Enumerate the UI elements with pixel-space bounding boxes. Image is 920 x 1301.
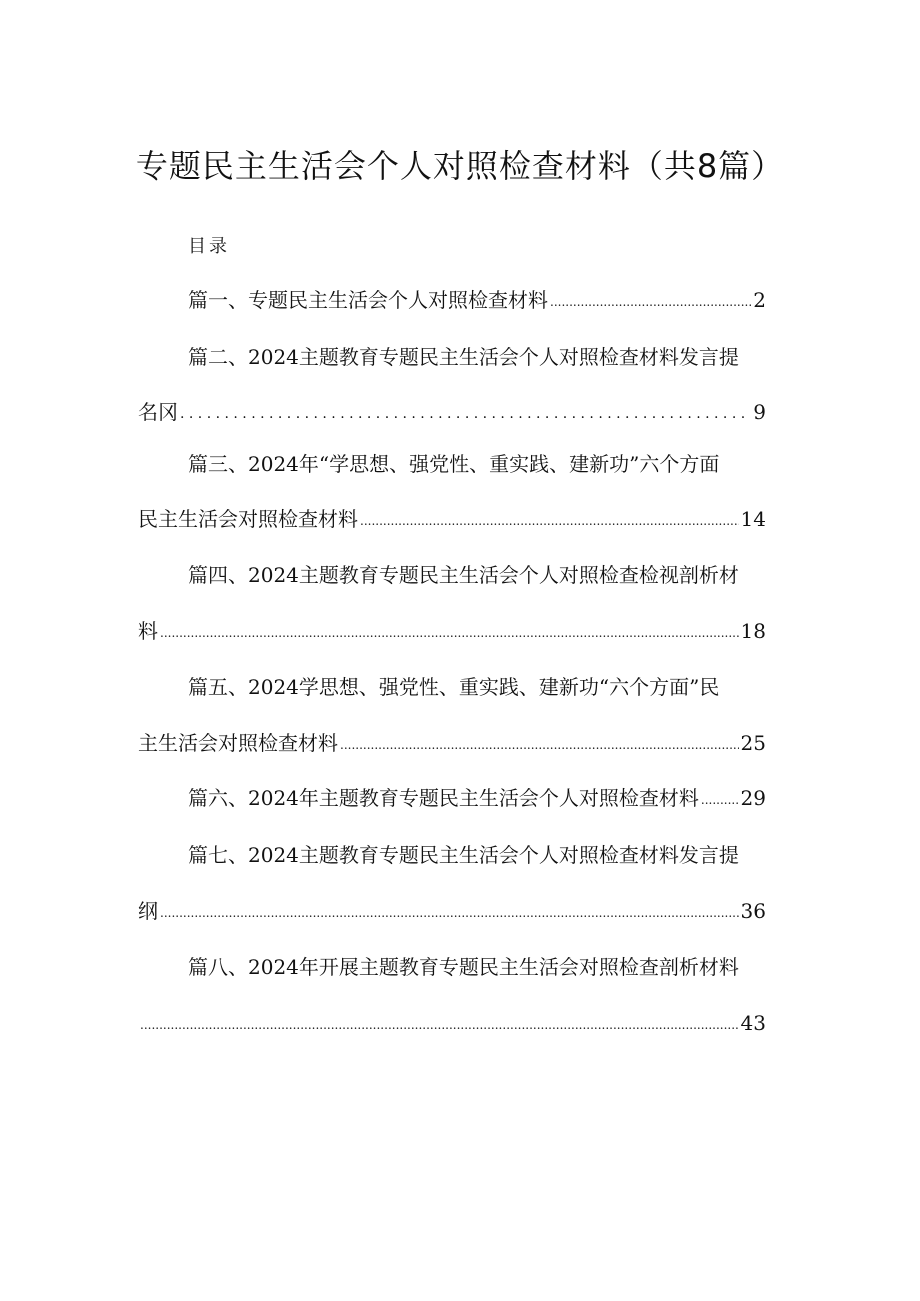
toc-leader-dots [160, 618, 739, 648]
toc-entry-text: 料 [138, 619, 158, 643]
toc-entry-3-line-1[interactable] [188, 449, 766, 479]
toc-page-number: 43 [740, 1011, 766, 1035]
toc-entry-text: 主生活会对照检查材料 [138, 731, 338, 755]
toc-entry-3-line-2[interactable] [138, 504, 766, 537]
toc-leader-dots [160, 898, 739, 928]
toc-leader-dots [140, 1010, 739, 1040]
toc-page-number: 36 [740, 899, 766, 923]
toc-entry-text: 篇二、2024主题教育专题民主生活会个人对照检查材料发言提 [188, 345, 739, 369]
toc-page-number: 14 [740, 507, 766, 531]
document-title: 专题民主生活会个人对照检查材料（共8篇） [135, 147, 785, 185]
toc-heading: 目录 [188, 236, 230, 257]
toc-entry-4-line-1[interactable] [188, 560, 766, 590]
toc-entry-5-line-2[interactable] [138, 728, 766, 761]
toc-page-number: 25 [740, 731, 766, 755]
toc-entry-8-line-2[interactable] [138, 1008, 766, 1041]
toc-entry-7-line-1[interactable] [188, 840, 766, 870]
toc-page-number: 9 [753, 400, 766, 424]
toc-entry-text: 篇四、2024主题教育专题民主生活会个人对照检查检视剖析材 [188, 563, 739, 587]
toc-page-number: 18 [740, 619, 766, 643]
toc-leader-dots [180, 399, 751, 429]
toc-entry-text: 纲 [138, 899, 158, 923]
toc-entry-text: 篇五、2024学思想、强党性、重实践、建新功“六个方面”民 [188, 675, 720, 699]
toc-entry-5-line-1[interactable] [188, 672, 766, 702]
toc-entry-8-line-1[interactable] [188, 952, 766, 982]
toc-leader-dots [550, 287, 751, 317]
toc-entry-text: 篇一、专题民主生活会个人对照检查材料 [188, 288, 548, 312]
toc-entry-text: 篇三、2024年“学思想、强党性、重实践、建新功”六个方面 [188, 452, 720, 476]
toc-entry-2-line-1[interactable] [188, 342, 766, 372]
toc-leader-dots [701, 785, 739, 815]
toc-entry-text: 篇六、2024年主题教育专题民主生活会个人对照检查材料 [188, 786, 699, 810]
toc-entry-6[interactable] [188, 783, 766, 816]
toc-entry-text: 民主生活会对照检查材料 [138, 507, 358, 531]
toc-entry-1[interactable] [188, 285, 766, 318]
toc-entry-2-line-2[interactable] [138, 397, 766, 430]
toc-entry-4-line-2[interactable] [138, 616, 766, 649]
toc-entry-text: 篇八、2024年开展主题教育专题民主生活会对照检查剖析材料 [188, 955, 739, 979]
toc-entry-7-line-2[interactable] [138, 896, 766, 929]
toc-page-number: 2 [753, 288, 766, 312]
toc-page-number: 29 [740, 786, 766, 810]
toc-entry-text: 篇七、2024主题教育专题民主生活会个人对照检查材料发言提 [188, 843, 739, 867]
toc-leader-dots [340, 730, 739, 760]
toc-leader-dots [360, 506, 739, 536]
toc-entry-text: 名冈 [138, 400, 178, 424]
